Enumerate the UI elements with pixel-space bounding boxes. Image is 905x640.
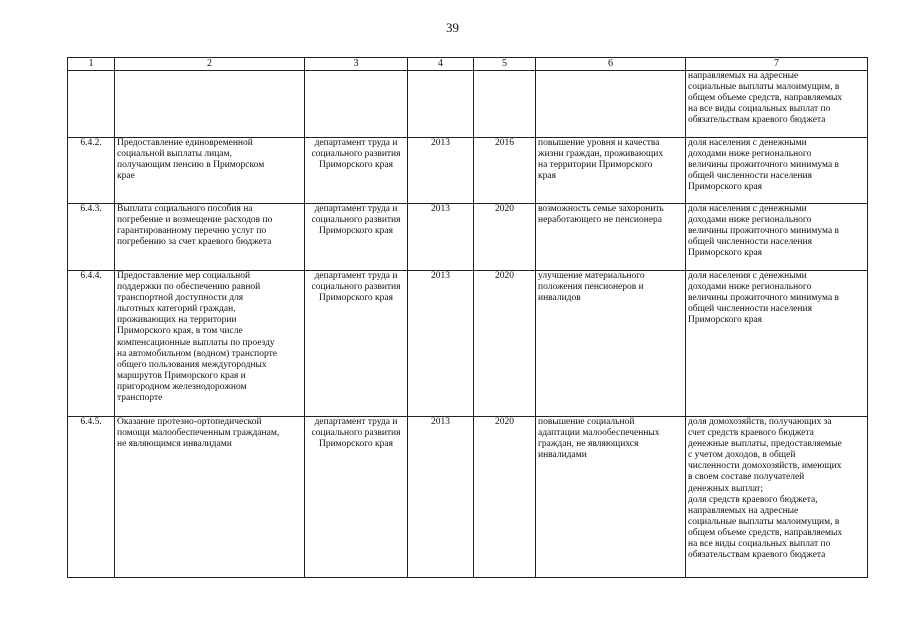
indicator-cell [686, 417, 868, 578]
text-line: денежные выплаты, предоставляемые [688, 439, 842, 450]
text-line: гарантированному перечню услуг по [117, 226, 267, 237]
text-line: социальные выплаты малоимущим, в [688, 82, 840, 93]
text-line: на все виды социальных выплат по [688, 104, 831, 115]
text-line: общей численности населения [688, 171, 812, 182]
text-line: социальной выплаты лицам, [117, 149, 232, 160]
text-line: транспорте [117, 393, 163, 404]
table-row [68, 204, 868, 271]
text-line: доходами ниже регионального [688, 149, 812, 160]
executor-cell [305, 138, 408, 204]
text-line: Приморского края [688, 315, 763, 326]
expected-result-cell [536, 271, 686, 417]
text-line: счет средств краевого бюджета [688, 428, 814, 439]
start-year-cell: 2013 [408, 271, 474, 417]
table-row [68, 271, 868, 417]
text-line: инвалидами [538, 450, 587, 461]
text-line: общем объеме средств, направляемых [688, 93, 843, 104]
measure-name-cell [115, 417, 305, 578]
text-line: маршрутов Приморского края и [117, 370, 246, 381]
expected-result-cell [536, 138, 686, 204]
text-line: общей численности населения [688, 304, 812, 315]
text-line: жизни граждан, проживающих [538, 149, 664, 160]
executor-cell [305, 417, 408, 578]
text-line: доля средств краевого бюджета, [688, 494, 818, 505]
program-measures-table [67, 57, 868, 578]
text-line: улучшение материального [538, 271, 645, 281]
measure-number-cell: 6.4.3. [68, 204, 115, 271]
empty-cell [115, 71, 305, 138]
text-line: крае [117, 171, 135, 182]
end-year-cell: 2016 [474, 138, 536, 204]
text-line: Оказание протезно-ортопедической [117, 417, 262, 427]
page-number: 39 [446, 20, 459, 35]
empty-cell [305, 71, 408, 138]
text-line: доля населения с денежными [688, 271, 807, 281]
text-line: повышение социальной [538, 417, 635, 427]
text-line: величины прожиточного минимума в [688, 293, 840, 304]
text-line: департамент труда и [314, 271, 398, 281]
text-line: неработающего не пенсионера [538, 215, 663, 226]
header-row [68, 58, 868, 71]
empty-cell [474, 71, 536, 138]
end-year-cell: 2020 [474, 271, 536, 417]
text-line: Приморского края [318, 226, 394, 237]
text-line: не являющимся инвалидами [117, 439, 232, 450]
text-line: обязательствам краевого бюджета [688, 115, 826, 126]
executor-cell [305, 204, 408, 271]
text-line: доля населения с денежными [688, 138, 807, 148]
start-year-cell: 2013 [408, 417, 474, 578]
column-header: 7 [686, 58, 868, 71]
indicator-cell [686, 271, 868, 417]
text-line: Приморского края [688, 248, 763, 259]
text-line: погребение и возмещение расходов по [117, 215, 273, 226]
measure-number-cell: 6.4.4. [68, 271, 115, 417]
text-line: помощи малообеспеченным гражданам, [117, 428, 280, 439]
text-line: величины прожиточного минимума в [688, 226, 840, 237]
text-line: получающим пенсию в Приморском [117, 160, 265, 171]
text-line: Приморского края [318, 160, 394, 171]
text-line: обязательствам краевого бюджета [688, 550, 826, 561]
column-header: 4 [408, 58, 474, 71]
text-line: в своем составе получателей [688, 472, 805, 483]
text-line: величины прожиточного минимума в [688, 160, 840, 171]
text-line: на автомобильном (водном) транспорте [117, 348, 277, 359]
text-line: на все виды социальных выплат по [688, 539, 831, 550]
table-row [68, 417, 868, 578]
text-line: компенсационные выплаты по проезду [117, 337, 275, 348]
indicator-cell [686, 71, 868, 138]
text-line: возможность семье захоронить [538, 204, 664, 214]
text-line: доля населения с денежными [688, 204, 807, 214]
indicator-cell [686, 138, 868, 204]
text-line: социального развития [311, 282, 401, 293]
text-line: Приморского края, в том числе [117, 326, 243, 337]
measure-name-cell [115, 138, 305, 204]
text-line: денежных выплат; [688, 483, 763, 494]
end-year-cell: 2020 [474, 417, 536, 578]
empty-cell [536, 71, 686, 138]
empty-cell [68, 71, 115, 138]
text-line: направляемых на адресные [688, 505, 799, 516]
text-line: Приморского края [318, 439, 394, 450]
column-header: 6 [536, 58, 686, 71]
text-line: погребению за счет краевого бюджета [117, 237, 272, 248]
text-line: социального развития [311, 149, 401, 160]
continuation-row [68, 71, 868, 138]
column-header: 5 [474, 58, 536, 71]
indicator-cell [686, 204, 868, 271]
text-line: положения пенсионеров и [538, 282, 644, 293]
text-line: департамент труда и [314, 417, 398, 427]
text-line: социальные выплаты малоимущим, в [688, 516, 840, 527]
text-line: общего пользования междугородных [117, 359, 267, 370]
end-year-cell: 2020 [474, 204, 536, 271]
text-line: Приморского края [688, 182, 763, 193]
text-line: проживающих на территории [117, 315, 237, 326]
text-line: департамент труда и [314, 204, 398, 214]
text-line: пригородном железнодорожном [117, 381, 247, 392]
column-header: 1 [68, 58, 115, 71]
text-line: адаптации малообеспеченных [538, 428, 660, 439]
text-line: льготных категорий граждан, [117, 304, 236, 315]
text-line: края [538, 171, 556, 182]
expected-result-cell [536, 417, 686, 578]
text-line: Приморского края [318, 293, 394, 304]
text-line: доля домохозяйств, получающих за [688, 417, 832, 427]
measure-number-cell: 6.4.5. [68, 417, 115, 578]
measure-name-cell [115, 271, 305, 417]
start-year-cell: 2013 [408, 204, 474, 271]
text-line: инвалидов [538, 293, 581, 304]
text-line: численности домохозяйств, имеющих [688, 461, 842, 472]
text-line: поддержки по обеспечению равной [117, 282, 261, 293]
measure-number-cell: 6.4.2. [68, 138, 115, 204]
text-line: общей численности населения [688, 237, 812, 248]
start-year-cell: 2013 [408, 138, 474, 204]
text-line: доходами ниже регионального [688, 282, 812, 293]
text-line: общем объеме средств, направляемых [688, 527, 843, 538]
text-line: направляемых на адресные [688, 71, 799, 81]
text-line: Предоставление мер социальной [117, 271, 251, 281]
text-line: повышение уровня и качества [538, 138, 660, 148]
text-line: граждан, не являющихся [538, 439, 639, 450]
text-line: на территории Приморского [538, 160, 653, 171]
empty-cell [408, 71, 474, 138]
text-line: транспортной доступности для [117, 293, 244, 304]
column-header: 2 [115, 58, 305, 71]
text-line: социального развития [311, 428, 401, 439]
text-line: Выплата социального пособия на [117, 204, 253, 214]
executor-cell [305, 271, 408, 417]
table-row [68, 138, 868, 204]
column-header: 3 [305, 58, 408, 71]
text-line: Предоставление единовременной [117, 138, 253, 148]
measure-name-cell [115, 204, 305, 271]
text-line: социального развития [311, 215, 401, 226]
text-line: доходами ниже регионального [688, 215, 812, 226]
text-line: департамент труда и [314, 138, 398, 148]
expected-result-cell [536, 204, 686, 271]
text-line: с учетом доходов, в общей [688, 450, 796, 461]
